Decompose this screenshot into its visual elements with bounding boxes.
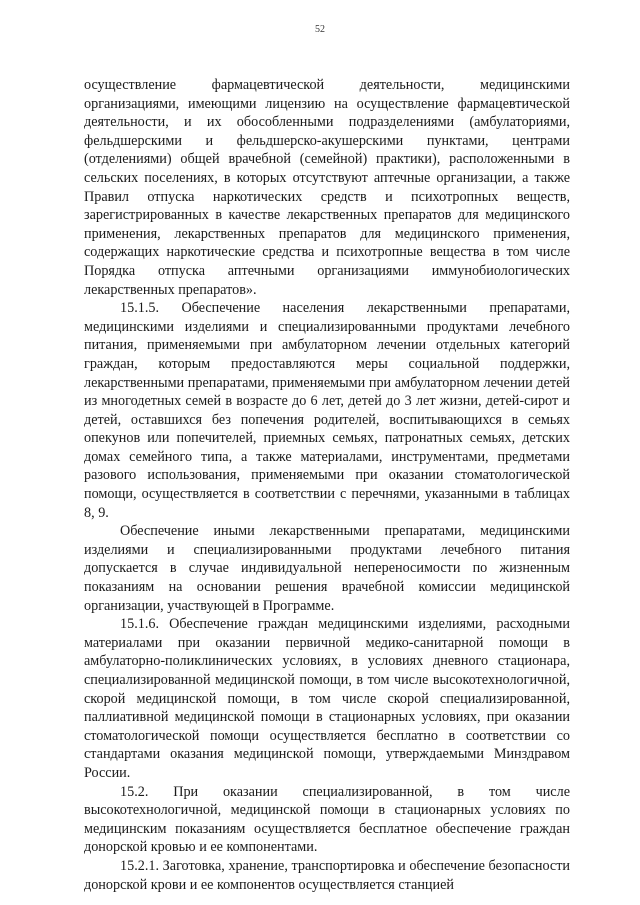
paragraph-15-2-1: 15.2.1. Заготовка, хранение, транспортировка и обеспечение безопасности донорской крови и ее компонентов осуществляется станцией: [84, 857, 570, 893]
paragraph-15-1-5: 15.1.5. Обеспечение населения лекарственными препаратами, медицинскими изделиями и специализированными продуктами лечебного питания, применяемыми при амбулаторном лечении отдельных категорий граждан, которым предоставляются меры социальной поддержки, лекарственными препаратами, применяемыми при амбулаторном лечении детей из многодетных семей в возрасте до 6 лет, детей до 3 лет жизни, детей-сирот и детей, оставшихся без попечения родителей, воспитывающихся в семьях опекунов или попечителей, приемных семьях, патронатных семьях, детских домах семейного типа, а также материалами, инструментами, предметами разового использования, применяемыми при оказании стоматологической помощи, осуществляется в соответствии с перечнями, указанными в таблицах 8, 9.: [84, 300, 570, 521]
paragraph-15-1-6: 15.1.6. Обеспечение граждан медицинскими изделиями, расходными материалами при оказании первичной медико-санитарной помощи в амбулаторно-поликлинических условиях, в условиях дневного стационара, специализированной медицинской помощи, в том числе высокотехнологичной, скорой медицинской помощи, в том числе скорой специализированной, паллиативной медицинской помощи в стационарных условиях, при оказании стоматологической помощи осуществляется бесплатно в соответствии со стандартами оказания медицинской помощи, утверждаемыми Минздравом России.: [84, 616, 570, 781]
paragraph-15-2: 15.2. При оказании специализированной, в том числе высокотехнологичной, медицинской помощи в стационарных условиях по медицинским показаниям осуществляется бесплатное обеспечение граждан донорской кровью и ее компонентами.: [84, 783, 570, 856]
page-number: 52: [315, 24, 325, 35]
paragraph-other-drugs: Обеспечение иными лекарственными препаратами, медицинскими изделиями и специализированными продуктами лечебного питания допускается в случае индивидуальной непереносимости по жизненным показаниям на основании решения врачебной комиссии медицинской организации, участвующей в Программе.: [84, 523, 570, 614]
paragraph-continuation: осуществление фармацевтической деятельности, медицинскими организациями, имеющими лицензию на осуществление фармацевтической деятельности, и их обособленными подразделениями (амбулаториями, фельдшерскими и фельдшерско-акушерскими пунктами, центрами (отделениями) общей врачебной (семейной) практики), расположенными в сельских поселениях, в которых отсутствуют аптечные организации, а также Правил отпуска наркотических средств и психотропных веществ, зарегистрированных в качестве лекарственных препаратов для медицинского применения, лекарственных препаратов для медицинского применения, содержащих наркотические средства и психотропные вещества в том числе Порядка отпуска аптечными организациями иммунобиологических лекарственных препаратов».: [84, 77, 570, 298]
document-body: [84, 76, 570, 894]
